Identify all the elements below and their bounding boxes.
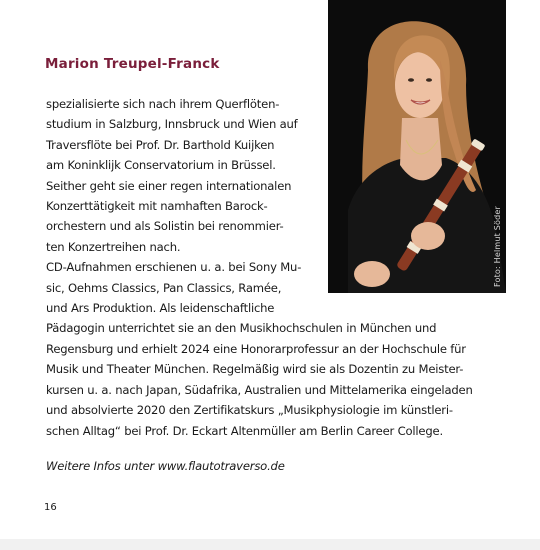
body-line: Musik und Theater München. Regelmäßig wird sie als Dozentin zu Meister- [46,362,464,377]
body-line: Traversflöte bei Prof. Dr. Barthold Kuijken [46,137,275,152]
body-line: studium in Salzburg, Innsbruck und Wien auf [46,117,298,132]
body-line: Seither geht sie einer regen internationalen [46,178,292,193]
body-line: schen Alltag“ bei Prof. Dr. Eckart Altenmüller am Berlin Career College. [46,423,443,438]
body-line: CD-Aufnahmen erschienen u. a. bei Sony Mu- [46,260,302,275]
page-title: Marion Treupel-Franck [45,56,220,72]
page-number: 16 [44,502,57,513]
body-line: spezialisierte sich nach ihrem Querflöten- [46,97,280,111]
body-line: Konzerttätigkeit mit namhaften Barock- [46,199,268,214]
body-line: und absolvierte 2020 den Zertifikatskurs „Musikphysiologie im künstleri- [46,403,453,418]
body-line: Pädagogin unterrichtet sie an den Musikhochschulen in München und [46,321,437,336]
body-line: orchestern und als Solistin bei renommier- [46,219,284,234]
body-line: sic, Oehms Classics, Pan Classics, Ramée, [46,280,282,295]
biography-text [46,94,516,441]
body-line: kursen u. a. nach Japan, Südafrika, Australien und Mittelamerika eingeladen [46,382,473,397]
body-line: ten Konzertreihen nach. [46,239,181,254]
photo-credit: Foto: Helmut Söder [493,205,502,287]
body-line: und Ars Produktion. Als leidenschaftliche [46,301,275,316]
page-bottom-edge [0,539,540,550]
more-info-link[interactable]: Weitere Infos unter www.flautotraverso.de [46,459,285,473]
body-line: Regensburg und erhielt 2024 eine Honorarprofessur an der Hochschule für [46,341,466,356]
body-line: am Koninklijk Conservatorium in Brüssel. [46,158,276,173]
